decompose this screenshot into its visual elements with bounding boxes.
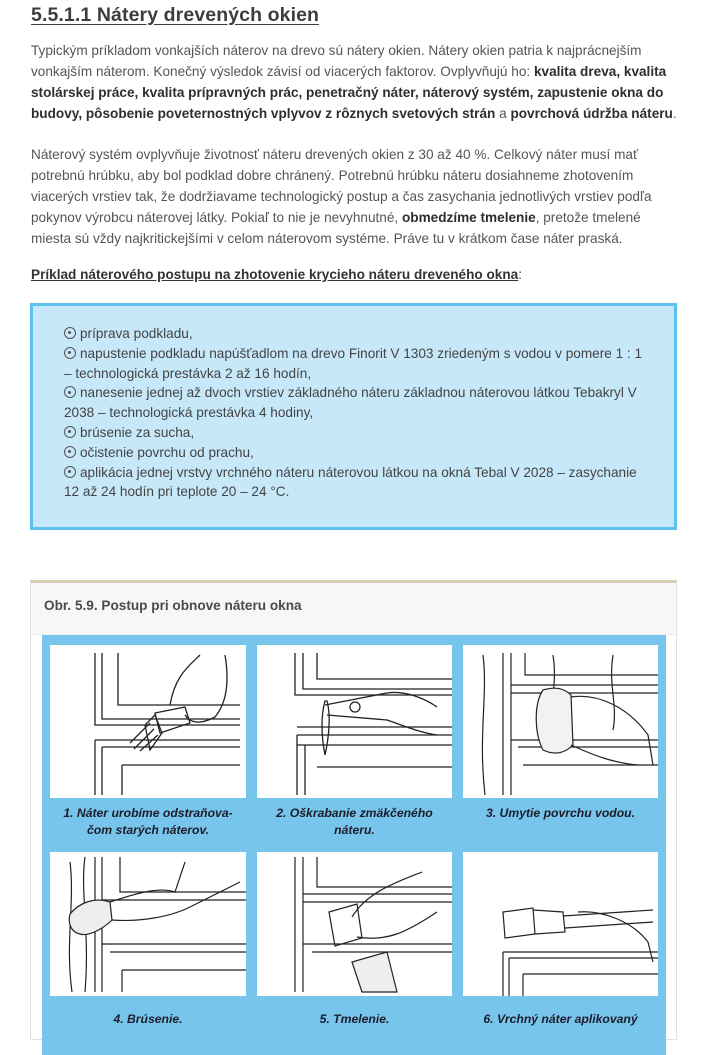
text: : bbox=[518, 267, 522, 282]
procedure-list bbox=[33, 306, 674, 502]
circled-dot-icon bbox=[64, 426, 76, 438]
example-heading-label: Príklad náterového postupu na zhotovenie krycieho náteru dreveného okna bbox=[31, 267, 519, 282]
caption-step-4 bbox=[50, 1011, 246, 1028]
example-heading bbox=[31, 264, 522, 285]
figure-title: Obr. 5.9. Postup pri obnove náteru okna bbox=[31, 583, 676, 635]
step-text: aplikácia jednej vrstvy vrchného náteru náterovou látkou na okná Tebal V 2028 – zasychanie 12 až 24 hodín pri teplote 20 – 24 °C. bbox=[64, 464, 637, 500]
step-text: napustenie podkladu napúšťadlom na drevo Finorit V 1303 zriedeným s vodou v pomere 1 : 1 – technologická prestávka 2 až 16 hodín, bbox=[64, 345, 643, 381]
caption-line: 1. Náter urobíme odstraňova- bbox=[63, 806, 233, 820]
text: . bbox=[672, 106, 677, 121]
figure-card bbox=[30, 580, 677, 1040]
emphasis: kvalita dreva, kvalita stolárskej práce, kvalita prípravných prác, penetračný náter, náterový systém, zapustenie okna do budovy, pôsobenie poveternostných vplyvov z rôznych svetových strán bbox=[31, 64, 667, 121]
coating-system-paragraph bbox=[31, 144, 677, 249]
illustration-washing bbox=[463, 645, 658, 798]
caption-line: 3. Umytie povrchu vodou. bbox=[486, 806, 635, 820]
step-text: brúsenie za sucha, bbox=[80, 424, 195, 440]
procedure-step bbox=[64, 423, 650, 443]
caption-step-2 bbox=[257, 805, 452, 839]
caption-line: 2. Oškrabanie zmäkčeného bbox=[276, 806, 433, 820]
emphasis: obmedzíme tmelenie bbox=[401, 210, 536, 225]
procedure-step bbox=[64, 383, 650, 423]
illustration-brush-stripping bbox=[50, 645, 246, 798]
emphasis: povrchová údržba náteru bbox=[510, 106, 673, 121]
caption-step-5 bbox=[257, 1011, 452, 1028]
text: a bbox=[495, 106, 511, 121]
figure-image bbox=[42, 635, 666, 1055]
step-text: nanesenie jednej až dvoch vrstiev základného náteru základnou náterovou látkou Tebakryl V 2038 – technologická prestávka 4 hodiny, bbox=[64, 385, 637, 421]
procedure-step bbox=[64, 443, 650, 463]
caption-step-3 bbox=[463, 805, 658, 822]
illustration-sanding bbox=[50, 852, 246, 996]
circled-dot-icon bbox=[64, 347, 76, 359]
text: Náterový systém ovplyvňuje životnosť náteru drevených okien z 30 až 40 %. Celkový náter musí mať potrebnú hrúbku, aby bol podklad dobre chránený. Potrebnú hrúbku náteru dosiahneme zhotovením viacerých vrstiev tak, že dodržiavame technologický postup a čas zasychania jednotlivých vrstiev podľa pokynov výrobcu náterovej látky. Pokiaľ to nie je nevyhnutné, bbox=[31, 147, 652, 225]
step-text: príprava podkladu, bbox=[80, 326, 193, 341]
caption-line: 5. Tmelenie. bbox=[319, 1012, 390, 1026]
illustration-filling bbox=[257, 852, 452, 996]
circled-dot-icon bbox=[64, 466, 76, 478]
step-text: očistenie povrchu od prachu, bbox=[80, 444, 254, 460]
circled-dot-icon bbox=[64, 327, 76, 339]
procedure-box bbox=[30, 303, 677, 530]
circled-dot-icon bbox=[64, 446, 76, 458]
caption-line: náteru. bbox=[334, 823, 375, 837]
caption-step-1 bbox=[50, 805, 246, 839]
procedure-step bbox=[64, 463, 650, 503]
section-title: 5.5.1.1 Nátery drevených okien bbox=[31, 4, 320, 26]
text: , pretože tmelené miesta sú vždy najkritickejšími v celom náterovom systéme. Práve tu v krátkom čase náter praská. bbox=[31, 210, 641, 246]
caption-line: 4. Brúsenie. bbox=[113, 1012, 183, 1026]
procedure-step bbox=[64, 324, 650, 344]
procedure-step bbox=[64, 344, 650, 384]
text: Typickým príkladom vonkajších náterov na drevo sú nátery okien. Nátery okien patria k najprácnejším vonkajším náterom. Konečný výsledok závisí od viacerých faktorov. Ovplyvňujú ho: bbox=[31, 43, 642, 79]
caption-line: 6. Vrchný náter aplikovaný bbox=[483, 1012, 638, 1026]
intro-paragraph bbox=[31, 40, 677, 124]
illustration-top-coat bbox=[463, 852, 658, 996]
caption-line: čom starých náterov. bbox=[87, 823, 209, 837]
circled-dot-icon bbox=[64, 386, 76, 398]
caption-step-6 bbox=[463, 1011, 658, 1028]
illustration-scraping bbox=[257, 645, 452, 798]
